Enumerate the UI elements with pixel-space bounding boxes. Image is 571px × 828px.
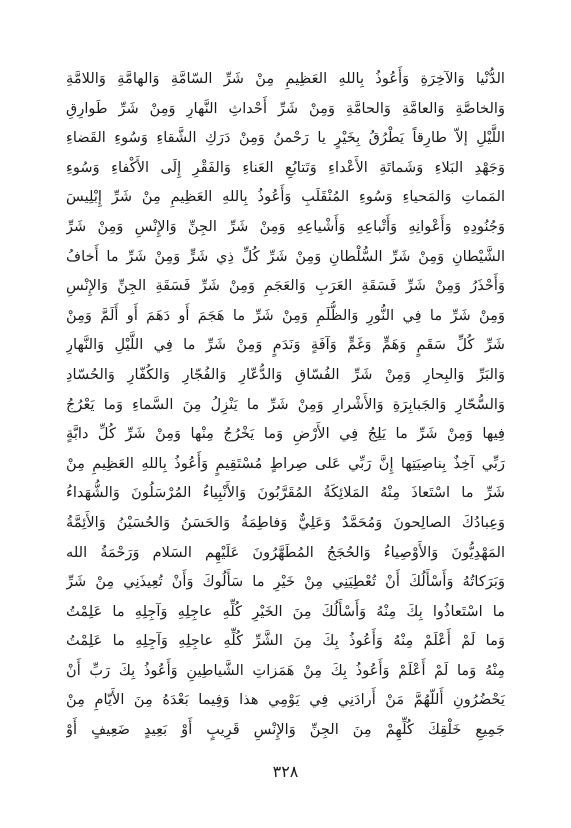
text-line: ما اسْتَعاذُوا بِكَ مِنْهُ وَأَسْأَلُكَ مِنَ الخَيْرِ كُلِّهِ عاجِلِهِ وَآجِلِهِ ما عَلِمْتُ	[66, 602, 505, 620]
prayer-text-block	[66, 64, 505, 745]
text-line: وَعِبادُكَ الصالِحونَ وَمُحَمَّدٌ وَعَلِيٌّ وَفاطِمَةُ وَالحَسَنُ وَالحُسَيْنُ وَالأَئِمَّةُ	[66, 513, 505, 531]
text-line: وَجَهْدِ البَلاءِ وَشَماتَةِ الأَعْداءِ وَتَتابُعِ العَناءِ وَالفَقْرِ إِلَى الأَكْفاءِ وَسُوءِ	[66, 158, 505, 176]
text-line: مِنْهُ وَما لَمْ أَعْلَمْ وَأَعُوذُ بِكَ مِنْ هَمَزاتِ الشَّياطِينِ وَأَعُوذُ بِكَ رَبِّ أَنْ	[66, 661, 505, 679]
text-line: وَجُنُودِهِ وَأَعْوانِهِ وَأَتْباعِهِ وَأَشْياعِهِ وَمِنْ شَرِّ الجِنِّ وَالإِنْسِ وَمِنْ شَرِّ	[66, 217, 505, 235]
text-line: المَماتِ وَالمَحياءِ وَسُوءِ المُنْقَلَبِ وَأَعُوذُ بِاللهِ العَظِيمِ مِنْ شَرِّ إِبْلِيسَ	[66, 188, 505, 206]
text-line: وَالسُّحّارِ وَالجَبابِرَةِ وَالأَشْرارِ وَمِنْ شَرِّ ما يَنْزِلُ مِنَ السَّماءِ وَما يَعْرُجُ	[66, 395, 505, 413]
text-line: المَهْدِيُّونَ وَالأَوْصِياءُ وَالحُجَجُ المُطَهَّرُونَ عَلَيْهِم السَلام وَرَحْمَةُ الله	[66, 543, 505, 561]
text-line: شَرِّ كُلِّ سَقَمٍ وَهَمٍّ وَغَمٍّ وَآفَةٍ وَنَدَمٍ وَمِنْ شَرِّ ما فِي اللَّيْلِ وَالنَّهارِ	[66, 336, 505, 354]
text-line: وَما لَمْ أَعْلَمْ مِنْهُ وَأَعُوذُ بِكَ مِنَ الشَّرِّ كُلِّهِ عاجِلِهِ وَآجِلِهِ ما عَلِمْتُ	[66, 632, 505, 650]
text-line: رَبِّي آخِذٌ بِناصِيَتِها إِنَّ رَبِّي عَلى صِراطٍ مُسْتَقِيمٍ وَأَعُوذُ بِاللهِ العَظِيمِ مِنْ	[66, 454, 505, 472]
text-line: شَرِّ ما اسْتَعاذَ مِنْهُ المَلائِكَةُ المُقَرَّبُونَ وَالأَنْبِياءُ المُرْسَلُونَ وَالشُّهَداءُ	[66, 484, 505, 502]
text-line: جَمِيعِ خَلْقِكَ كُلِّهِمْ مِنَ الجِنِّ وَالإِنْسِ قَرِيبٍ أَوْ بَعِيدٍ ضَعِيفٍ أَوْ	[66, 721, 505, 739]
page-number: ٣٢٨	[272, 762, 299, 781]
text-line: الدُّنْيا وَالآخِرَةِ وَأَعُوذُ بِاللهِ العَظِيمِ مِنْ شَرِّ السّامَّةِ وَالهامَّةِ وَاللامَّةِ	[66, 70, 505, 87]
text-line: وَمِنْ شَرِّ ما فِي النُّورِ وَالظُّلَمِ وَمِنْ شَرِّ ما هَجَمَ أَو دَهَمَ أَو أَلَمَّ وَمِنْ	[66, 306, 505, 324]
text-line: وَالبَرِّ وَالبِحارِ وَمِنْ شَرِّ الفُسّاقِ وَالدُّعّارِ وَالفُجّارِ وَالكُفّارِ وَالحُسّادِ	[66, 365, 505, 383]
text-line: وَأَحْذَرُ وَمِنْ شَرِّ فَسَقَةِ العَرَبِ وَالعَجَمِ وَمِنْ شَرِّ فَسَقَةِ الجِنِّ وَالإِنْسِ	[66, 277, 505, 295]
text-line: يَحْضُرُونِ أَللّهُمَّ مَنْ أَرادَنِي فِي يَوْمِي هذا وَفِيما بَعْدَهُ مِنَ الأَيّامِ مِنْ	[66, 691, 505, 709]
text-line: وَالخاصَّةِ وَالعامَّةِ وَالحامَّةِ وَمِنْ شَرِّ أَحْداثِ النَّهارِ وَمِنْ شَرِّ طَوارِقِ	[66, 99, 505, 117]
text-line: وَبَرَكاتُهُ وَأَسْأَلُكَ أَنْ تُعْطِيَنِي مِنْ خَيْرِ ما سَأَلُوكَ وَأَنْ تُعِيذَنِي مِنْ شَرِّ	[66, 573, 505, 591]
text-line: الشَّيْطانِ وَمِنْ شَرِّ السُّلْطانِ وَمِنْ شَرِّ كُلِّ ذِي شَرٍّ وَمِنْ شَرِّ ما أَخافُ	[66, 247, 505, 265]
text-line: فِيها وَمِنْ شَرِّ ما يَلِجُ فِي الأَرْضِ وَما يَخْرُجُ مِنْها وَمِنْ شَرِّ كُلِّ دابَّةٍ	[66, 425, 505, 443]
text-line: اللَّيْلِ إلاّ طارِقاً يَطْرُقُ بِخَيْرٍ يا رَحْمنُ وَمِنْ دَرَكِ الشَّقاءِ وَسُوءِ القَضاءِ	[66, 129, 505, 147]
